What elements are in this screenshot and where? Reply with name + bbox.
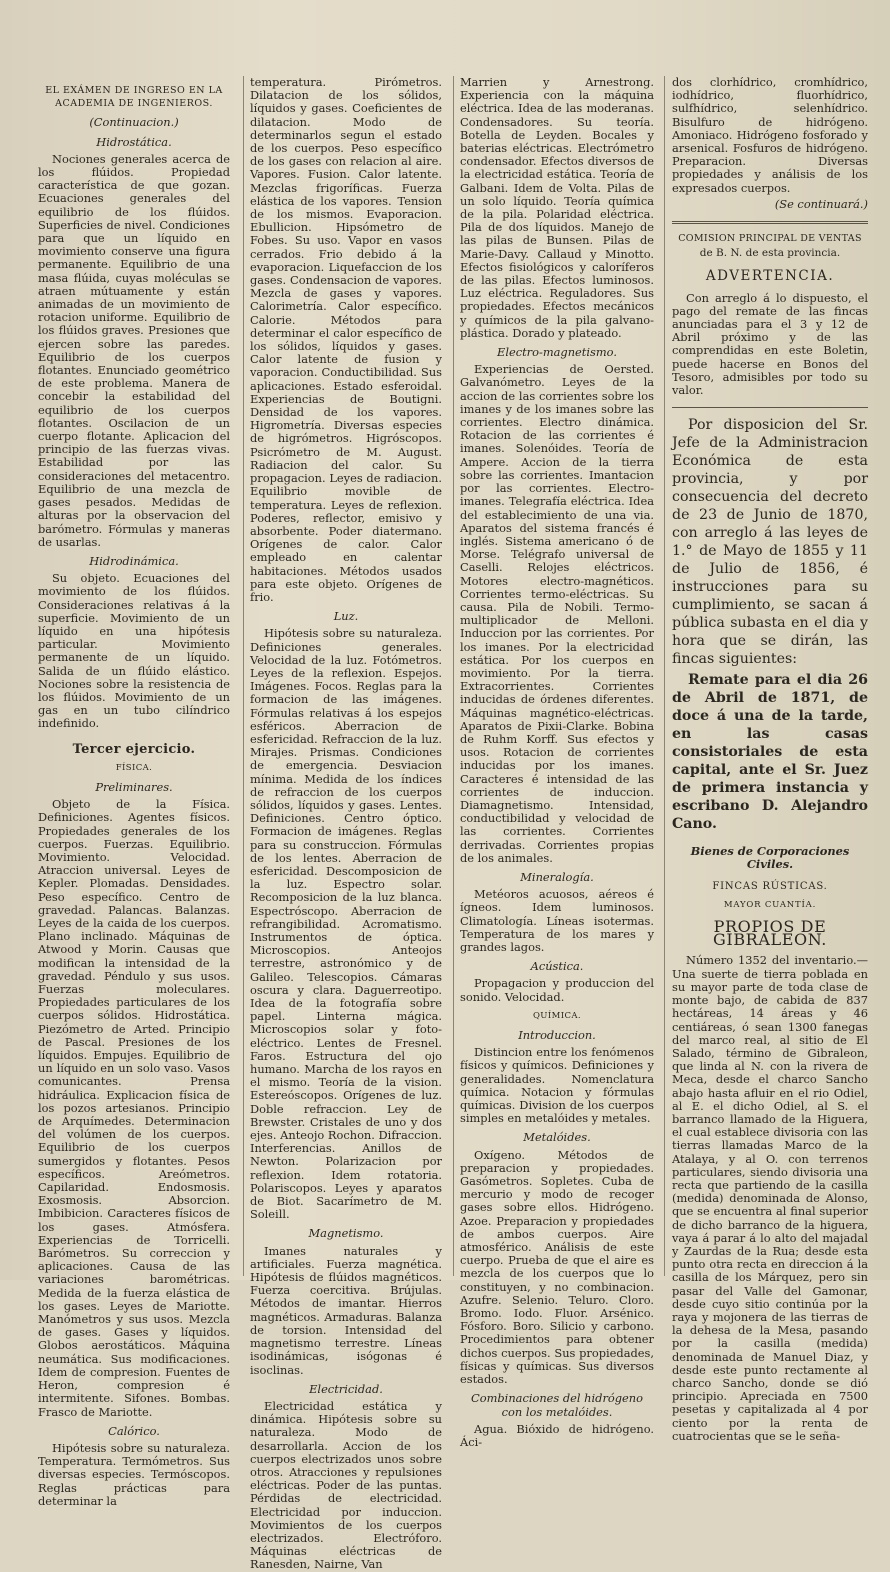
section-title-preliminares: Preliminares. (95, 779, 173, 794)
paragraph-remate: Remate para el dia 26 de Abril de 1871, de doce á una de la tarde, en las casas consistoriales de esta capital, ante el Sr. Juez de primera instancia y escribano D. Alejandro Cano. (672, 672, 868, 833)
paragraph-electricidad-cont: Marrien y Arnestrong. Experiencia con la máquina eléctrica. Idea de las moderanas. Condensadores. Su teoría. Botella de Leyden. Bocales y baterias eléctricas. Electrómetro condensador. Efectos diversos de la electricidad estática. Teoría de Galbani. Idem de Volta. Pilas de un solo líquido. Teoría química de la pila. Polaridad eléctrica. Pila de dos líquidos. Manejo de las pilas de Bunsen. Pilas de Marie-Davy. Callaud y Minotto. Efectos fisiológicos y caloríferos de las pilas. Efectos luminosos. Luz eléctrica. Reguladores. Sus propiedades. Efectos mecánicos y químicos de la pila galvano-plástica. Dorado y plateado. (460, 75, 654, 340)
section-divider (672, 407, 868, 408)
section-title-fisica: FÍSICA. (115, 762, 153, 773)
column-1 (38, 76, 230, 1508)
advertencia-title: ADVERTENCIA. (705, 268, 835, 285)
column-rule (453, 76, 454, 1276)
paragraph-acustica: Propagacion y produccion del sonido. Velocidad. (460, 976, 654, 1004)
column-rule (664, 76, 665, 1276)
section-title-quimica: QUÍMICA. (532, 1010, 582, 1021)
continuation-note: (Continuacion.) (89, 115, 179, 130)
paragraph-calorico: Hipótesis sobre su naturaleza. Temperatura. Termómetros. Sus diversas especies. Termóscopos. Reglas prácticas para determinar la (38, 1440, 230, 1508)
section-divider (672, 221, 868, 224)
section-title-metaloides: Metalóides. (523, 1130, 591, 1145)
section-title-acustica: Acústica. (530, 959, 584, 974)
paragraph-combinaciones: Agua. Bióxido de hidrógeno. Áci- (460, 1421, 654, 1449)
section-title-hidrostatica: Hidrostática. (96, 134, 172, 149)
section-title-electro-magnetismo: Electro-magnetismo. (497, 345, 617, 360)
paragraph-magnetismo: Imanes naturales y artificiales. Fuerza magnética. Hipótesis de flúidos magnéticos. Fuerza coercitiva. Brújulas. Métodos de imantar. Hierros magnéticos. Armaduras. Balanza de torsion. Intensidad del magnetismo terrestre. Líneas isodinámicas, isógonas é isoclinas. (250, 1243, 442, 1377)
notice-title-comision: COMISION PRINCIPAL DE VENTAS (678, 233, 862, 245)
section-title-magnetismo: Magnetismo. (308, 1226, 384, 1241)
continuation-note: (Se continuará.) (774, 196, 868, 211)
section-title-mayor-cuantia: MAYOR CUANTÍA. (723, 899, 817, 910)
section-title-tercer-ejercicio: Tercer ejercicio. (72, 741, 196, 757)
section-title-propios: PROPIOS DE GIBRALEON. (713, 917, 827, 950)
paragraph-metaloides: Oxígeno. Métodos de preparacion y propiedades. Gasómetros. Sopletes. Cuba de mercurio y modo de recoger gases sobre ellos. Hidrógeno. Azoe. Preparacion y propiedades de ambos cuerpos. Aire atmosférico. Análisis de este cuerpo. Prueba de que el aire es mezcla de los cuerpos que lo constituyen, y no combinacion. Azufre. Selenio. Teluro. Cloro. Bromo. Iodo. Fluor. Arsénico. Fósforo. Boro. Silicio y carbono. Procedimientos para obtener dichos cuerpos. Sus propiedades, físicas y químicas. Sus diversos estados. (460, 1147, 654, 1387)
paragraph-calorico-cont: temperatura. Pirómetros. Dilatacion de los sólidos, líquidos y gases. Coeficientes de dilatacion. Modo de determinarlos segun el estado de los cuerpos. Peso específico de los gases con relacion al aire. Vapores. Fusion. Calor latente. Mezclas frigoríficas. Fuerza elástica de los vapores. Tension de los mismos. Evaporacion. Ebullicion. Hipsómetro de Fobes. Su uso. Vapor en vasos cerrados. Frio debido á la evaporacion. Liquefaccion de los gases. Condensacion de vapores. Mezcla de gases y vapores. Calorimetría. Calor específico. Calorie. Métodos para determinar el calor específico de los sólidos, líquidos y gases. Calor latente de fusion y vaporacion. Conductibilidad. Sus aplicaciones. Estado esferoidal. Experiencias de Boutigni. Densidad de los vapores. Higrometría. Diversas especies de higrómetros. Higróscopos. Psicrómetro de M. August. Radiacion del calor. Su propagacion. Leyes de radiacion. Equilibrio movible de temperatura. Leyes de reflexion. Poderes, reflector, emisivo y absorbente. Poder diatermano. Orígenes de calor. Calor empleado en calentar habitaciones. Métodos usados para este objeto. Orígenes de frio. (250, 75, 442, 604)
section-title-calorico: Calórico. (108, 1423, 160, 1438)
paragraph-combinaciones-cont: dos clorhídrico, cromhídrico, iodhídrico, fluorhídrico, sulfhídrico, selenhídrico. Bisulfuro de hidrógeno. Amoniaco. Hidrógeno fosforado y arsenical. Fosfuros de hidrógeno. Preparacion. Diversas propiedades y análisis de los expresados cuerpos. (672, 75, 868, 195)
paragraph-luz: Hipótesis sobre su naturaleza. Definiciones generales. Velocidad de la luz. Fotómetros. Leyes de la reflexion. Espejos. Imágenes. Focos. Reglas para la formacion de las imágenes. Fórmulas relativas á los espejos esféricos. Aberracion de esfericidad. Refraccion de la luz. Mirajes. Prismas. Condiciones de emergencia. Desviacion mínima. Medida de los índices de refraccion de los cuerpos sólidos, líquidos y gases. Lentes. Definiciones. Centro óptico. Formacion de imágenes. Reglas para su construccion. Fórmulas de los lentes. Aberracion de esfericidad. Descomposicion de la luz. Espectro solar. Recomposicion de la luz blanca. Espectróscopo. Aberracion de refrangibilidad. Acromatismo. Instrumentos de óptica. Microscopios. Anteojos terrestre, astronómico y de Galileo. Telescopios. Cámaras oscura y clara. Daguerreotipo. Idea de la fotografía sobre papel. Linterna mágica. Microscopios solar y foto-eléctrico. Lentes de Fresnel. Faros. Estructura del ojo humano. Marcha de los rayos en el mismo. Teoría de la vision. Estereóscopos. Orígenes de luz. Doble refraccion. Ley de Brewster. Cristales de uno y dos ejes. Anteojo Rochon. Difraccion. Interferencias. Anillos de Newton. Polarizacion por reflexion. Idem rotatoria. Polariscopos. Leyes y aparatos de Biot. Sacarímetro de M. Soleill. (250, 626, 442, 1222)
section-title-mineralogia: Mineralogía. (520, 869, 594, 884)
section-title-bienes: Bienes de Corporaciones Civiles. (690, 844, 850, 872)
section-title-electricidad: Electricidad. (309, 1381, 383, 1396)
disposicion-block (672, 416, 868, 833)
paragraph-advertencia: Con arreglo á lo dispuesto, el pago del remate de las fincas anunciadas para el 3 y 12 de Abril próximo y de las comprendidas en este Boletin, puede hacerse en Bonos del Tesoro, admisibles por todo su valor. (672, 290, 868, 398)
section-title-combinaciones: Combinaciones del hidrógeno con los metalóides. (471, 1391, 643, 1419)
column-3 (460, 75, 654, 1449)
section-title-introduccion: Introduccion. (518, 1028, 596, 1043)
section-title-fincas: FINCAS RÚSTICAS. (712, 880, 828, 892)
column-2 (250, 75, 442, 1572)
paragraph-electricidad: Electricidad estática y dinámica. Hipótesis sobre su naturaleza. Modo de desarrollarla. Accion de los cuerpos electrizados unos sobre otros. Atracciones y repulsiones eléctricas. Poder de las puntas. Pérdidas de electricidad. Electricidad por induccion. Movimientos de los cuerpos electrizados. Electróforo. Máquinas eléctricas de Ranesden, Nairne, Van (250, 1398, 442, 1572)
paragraph-hidrostatica: Nociones generales acerca de los flúidos. Propiedad característica de que gozan. Ecuaciones generales del equilibrio de los flúidos. Superficies de nivel. Condiciones para que un líquido en movimiento conserve una figura permanente. Equilibrio de una masa flúida, cuyas moléculas se atraen mútuamente y están animadas de un movimiento de rotacion uniforme. Equilibrio de los flúidos graves. Presiones que ejercen sobre las paredes. Equilibrio de los cuerpos flotantes. Enunciado geométrico de este problema. Manera de concebir la estabilidad del equilibrio de los cuerpos flotantes. Oscilacion de un cuerpo flotante. Aplicacion del principio de las fuerzas vivas. Estabilidad por las consideraciones del metacentro. Equilibrio de una mezcla de gases pesados. Medidas de alturas por la observacion del barómetro. Fórmulas y maneras de usarlas. (38, 151, 230, 549)
section-title-hidrodinamica: Hidrodinámica. (89, 553, 179, 568)
column-4 (672, 75, 868, 1443)
paragraph-numero-1352: Número 1352 del inventario.—Una suerte de tierra poblada en su mayor parte de toda clase de monte bajo, de cabida de 837 hectáreas, 14 áreas y 46 centiáreas, ó sean 1300 fanegas del marco real, al sitio de El Salado, término de Gibraleon, que linda al N. con la rivera de Meca, desde el charco Sancho abajo hasta afluir en el rio Odiel, al E. el dicho Odiel, al S. el barranco llamado de la Higuera, el cual establece divisoria con las tierras llamadas Marco de la Atalaya, y al O. con terrenos particulares, siendo divisoria una recta que partiendo de la casilla (medida) denominada de Alonso, que se encuentra al final superior de dicho barranco de la higuera, vaya á parar á lo alto del majadal y Zaurdas de la Rua; desde esta punto otra recta en direccion á la casilla de los Márquez, pero sin pasar del Valle del Gamonar, desde cuyo sitio continúa por la raya y mojonera de las tierras de la dehesa de la Mesa, pasando por la casilla (medida) denominada de Manuel Diaz, y desde este punto rectamente al charco Sancho, donde se dió principio. Apreciada en 7500 pesetas y capitalizada al 4 por ciento por la renta de cuatrocientas que se le seña- (672, 953, 868, 1443)
article-header: EL EXÁMEN DE INGRESO EN LA ACADEMIA DE INGENIEROS. (45, 85, 223, 110)
section-title-luz: Luz. (333, 609, 359, 624)
paragraph-disposicion: Por disposicion del Sr. Jefe de la Administracion Económica de esta provincia, y por consecuencia del decreto de 23 de Junio de 1870, con arreglo á las leyes de 1.° de Mayo de 1855 y 11 de Julio de 1856, é instrucciones para su cumplimiento, se sacan á pública subasta en el dia y hora que se dirán, las fincas siguientes: (672, 417, 868, 668)
paragraph-electro-magnetismo: Experiencias de Oersted. Galvanómetro. Leyes de la accion de las corrientes sobre los imanes y de los imanes sobre las corrientes. Electro dinámica. Rotacion de las corrientes é imanes. Solenóides. Teoría de Ampere. Accion de la tierra sobre las corrientes. Imantacion por las corrientes. Electro-imanes. Telegrafía eléctrica. Idea del establecimiento de una via. Aparatos del sistema francés é inglés. Sistema americano ó de Morse. Telégrafo universal de Caselli. Relojes eléctricos. Motores electro-magnéticos. Corrientes termo-eléctricas. Su causa. Pila de Nobili. Termo-multiplicador de Melloni. Induccion por las corrientes. Por los imanes. Por la electricidad estática. Por los cuerpos en movimiento. Por la tierra. Extracorrientes. Corrientes inducidas de órdenes diferentes. Máquinas magnético-eléctricas. Aparatos de Pixii-Clarke. Bobina de Ruhm Korff. Sus efectos y usos. Rotacion de corrientes inducidas por los imanes. Caracteres é intensidad de las corrientes de induccion. Diamagnetismo. Intensidad, conductibilidad y velocidad de las corrientes. Corrientes derrivadas. Corrientes propias de los animales. (460, 362, 654, 865)
column-rule (243, 76, 244, 1276)
paragraph-mineralogia: Metéoros acuosos, aéreos é ígneos. Idem luminosos. Climatología. Líneas isotermas. Temperatura de los mares y grandes lagos. (460, 887, 654, 954)
paragraph-preliminares: Objeto de la Física. Definiciones. Agentes físicos. Propiedades generales de los cuerpos. Fuerzas. Equilibrio. Movimiento. Velocidad. Atraccion universal. Leyes de Kepler. Plomadas. Densidades. Peso específico. Centro de gravedad. Palancas. Balanzas. Leyes de la caida de los cuerpos. Plano inclinado. Máquinas de Atwood y Morin. Causas que modifican la intensidad de la gravedad. Péndulo y sus usos. Fuerzas moleculares. Propiedades particulares de los cuerpos sólidos. Hidrostática. Piezómetro de Arted. Principio de Pascal. Presiones de los líquidos. Empujes. Equilibrio de un líquido en un solo vaso. Vasos comunicantes. Prensa hidráulica. Explicacion física de los pozos artesianos. Principio de Arquímedes. Determinacion del volúmen de los cuerpos. Equilibrio de los cuerpos sumergidos y flotantes. Pesos específicos. Areómetros. Capilaridad. Endosmosis. Exosmosis. Absorcion. Imbibicion. Caracteres físicos de los gases. Atmósfera. Experiencias de Torricelli. Barómetros. Su correccion y aplicaciones. Causa de las variaciones barométricas. Medida de la fuerza elástica de los gases. Leyes de Mariotte. Manómetros y sus usos. Mezcla de gases. Gases y líquidos. Globos aerostáticos. Máquina neumática. Sus modificaciones. Idem de compresion. Fuentes de Heron, compresion é intermitente. Sifones. Bombas. Frasco de Mariotte. (38, 797, 230, 1419)
paragraph-hidrodinamica: Su objeto. Ecuaciones del movimiento de los flúidos. Consideraciones relativas á la superficie. Movimiento de un líquido en una hipótesis particular. Movimiento permanente de un líquido. Salida de un flúido elástico. Nociones sobre la resistencia de los flúidos. Movimiento de un gas en un tubo cilíndrico indefinido. (38, 571, 230, 731)
paragraph-introduccion: Distincion entre los fenómenos físicos y químicos. Definiciones y generalidades. Nomenclatura química. Notacion y fórmulas químicas. Division de los cuerpos simples en metalóides y metales. (460, 1045, 654, 1126)
notice-subtitle: de B. N. de esta provincia. (699, 247, 841, 260)
